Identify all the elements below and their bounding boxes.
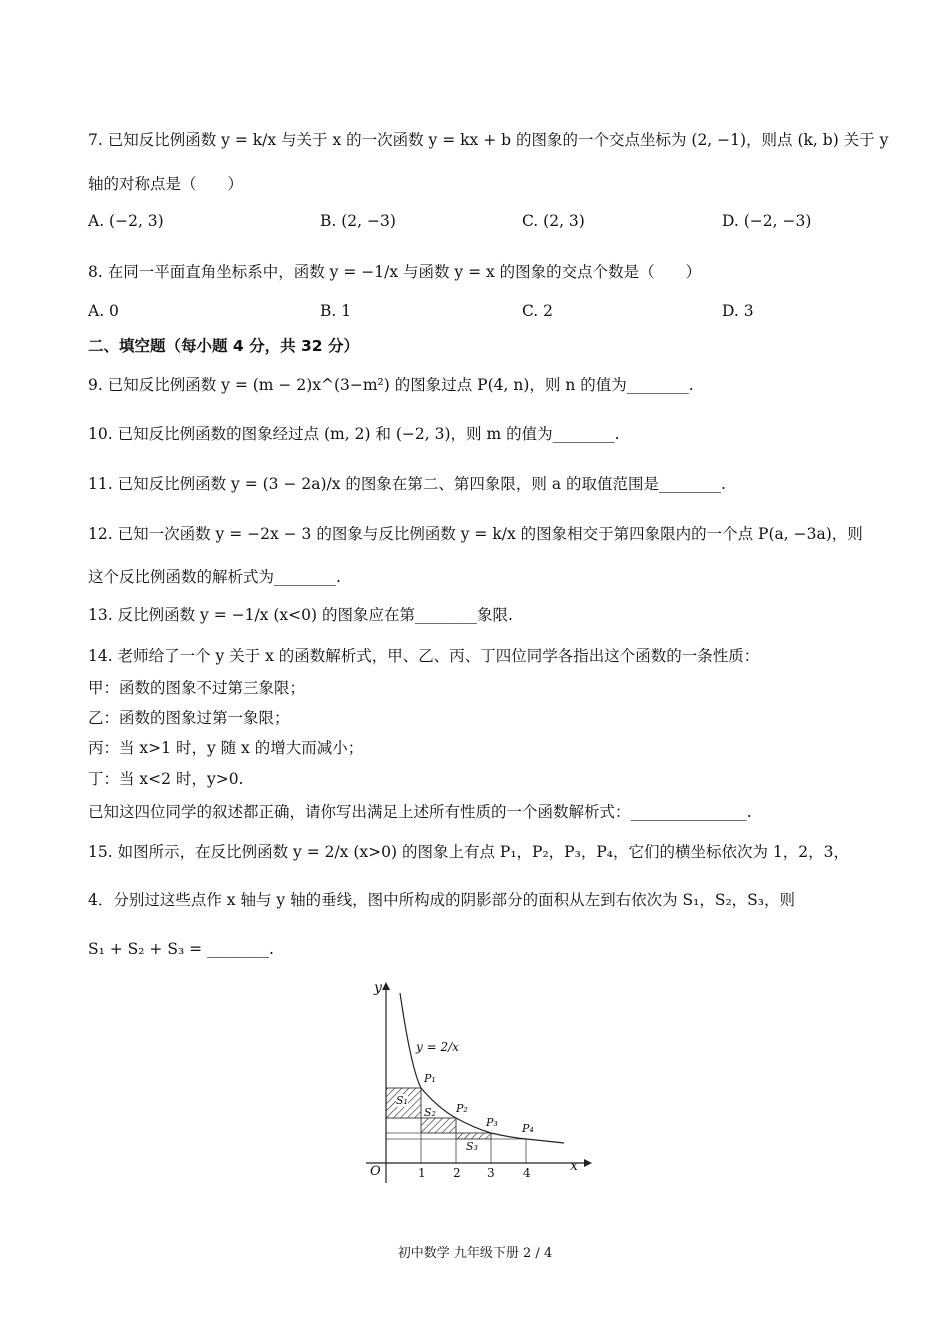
q8-line1: 8. 在同一平面直角坐标系中，函数 y = −1/x 与函数 y = x 的图象的交点个数是（ ）: [88, 263, 702, 281]
q11: 11. 已知反比例函数 y = (3 − 2a)/x 的图象在第二、第四象限，则 a 的取值范围是________.: [88, 475, 726, 493]
q12-line2: 这个反比例函数的解析式为________.: [88, 568, 341, 586]
tick-3: 3: [487, 1166, 495, 1180]
area-s3: [456, 1133, 491, 1139]
q15-line3: S₁ + S₂ + S₃ = ________.: [88, 940, 274, 958]
point-p4: P₄: [522, 1122, 534, 1135]
x-axis-label: x: [570, 1158, 578, 1174]
point-p1: P₁: [424, 1072, 436, 1085]
label-s2: S₂: [424, 1106, 436, 1119]
q8-option-a: A. 0: [88, 302, 119, 320]
tick-2: 2: [453, 1166, 461, 1180]
q7-option-c: C. (2, 3): [522, 212, 585, 230]
q7-option-d: D. (−2, −3): [722, 212, 812, 230]
q14-bing: 丙：当 x>1 时，y 随 x 的增大而减小；: [88, 739, 364, 757]
tick-1: 1: [418, 1166, 426, 1180]
y-axis-label: y: [374, 980, 382, 996]
q14-jia: 甲：函数的图象不过第三象限；: [88, 679, 306, 697]
function-label: y = 2/x: [416, 1040, 459, 1054]
point-p3: P₃: [486, 1116, 498, 1129]
q14-yi: 乙：函数的图象过第一象限；: [88, 709, 290, 727]
q13: 13. 反比例函数 y = −1/x (x<0) 的图象应在第________象限.: [88, 606, 513, 624]
q8-option-c: C. 2: [522, 302, 554, 320]
q8-option-d: D. 3: [722, 302, 754, 320]
q7-line2: 轴的对称点是（ ）: [88, 175, 244, 193]
point-p2: P₂: [456, 1102, 468, 1115]
area-s2: [421, 1118, 456, 1133]
q15-line1: 15. 如图所示，在反比例函数 y = 2/x (x>0) 的图象上有点 P₁，P₂，P₃，P₄，它们的横坐标依次为 1，2，3，: [88, 843, 849, 861]
q14-ding: 丁：当 x<2 时，y>0.: [88, 770, 244, 788]
q15-line2: 4．分别过这些点作 x 轴与 y 轴的垂线，图中所构成的阴影部分的面积从左到右依次为 S₁，S₂，S₃，则: [88, 891, 795, 909]
origin-label: O: [370, 1164, 381, 1179]
q7-line1: 7. 已知反比例函数 y = k/x 与关于 x 的一次函数 y = kx + b 的图象的一个交点坐标为 (2, −1)，则点 (k, b) 关于 y: [88, 131, 889, 149]
function-figure: [356, 978, 596, 1192]
q9: 9. 已知反比例函数 y = (m − 2)x^(3−m²) 的图象过点 P(4, n)，则 n 的值为________.: [88, 376, 694, 394]
q8-option-b: B. 1: [320, 302, 352, 320]
q7-option-b: B. (2, −3): [320, 212, 396, 230]
label-s3: S₃: [466, 1140, 478, 1153]
tick-4: 4: [523, 1166, 531, 1180]
section-heading: 二、填空题（每小题 4 分，共 32 分）: [88, 337, 359, 355]
label-s1: S₁: [396, 1094, 408, 1107]
page-footer: 初中数学 九年级下册 2 / 4: [397, 1246, 553, 1261]
q14-ask: 已知这四位同学的叙述都正确，请你写出满足上述所有性质的一个函数解析式：_______________.: [88, 803, 752, 821]
q12-line1: 12. 已知一次函数 y = −2x − 3 的图象与反比例函数 y = k/x 的图象相交于第四象限内的一个点 P(a, −3a)，则: [88, 525, 863, 543]
figure-svg: [356, 978, 596, 1188]
q7-option-a: A. (−2, 3): [88, 212, 164, 230]
q14-intro: 14. 老师给了一个 y 关于 x 的函数解析式，甲、乙、丙、丁四位同学各指出这个函数的一条性质：: [88, 647, 760, 665]
q10: 10. 已知反比例函数的图象经过点 (m, 2) 和 (−2, 3)，则 m 的值为________.: [88, 425, 620, 443]
